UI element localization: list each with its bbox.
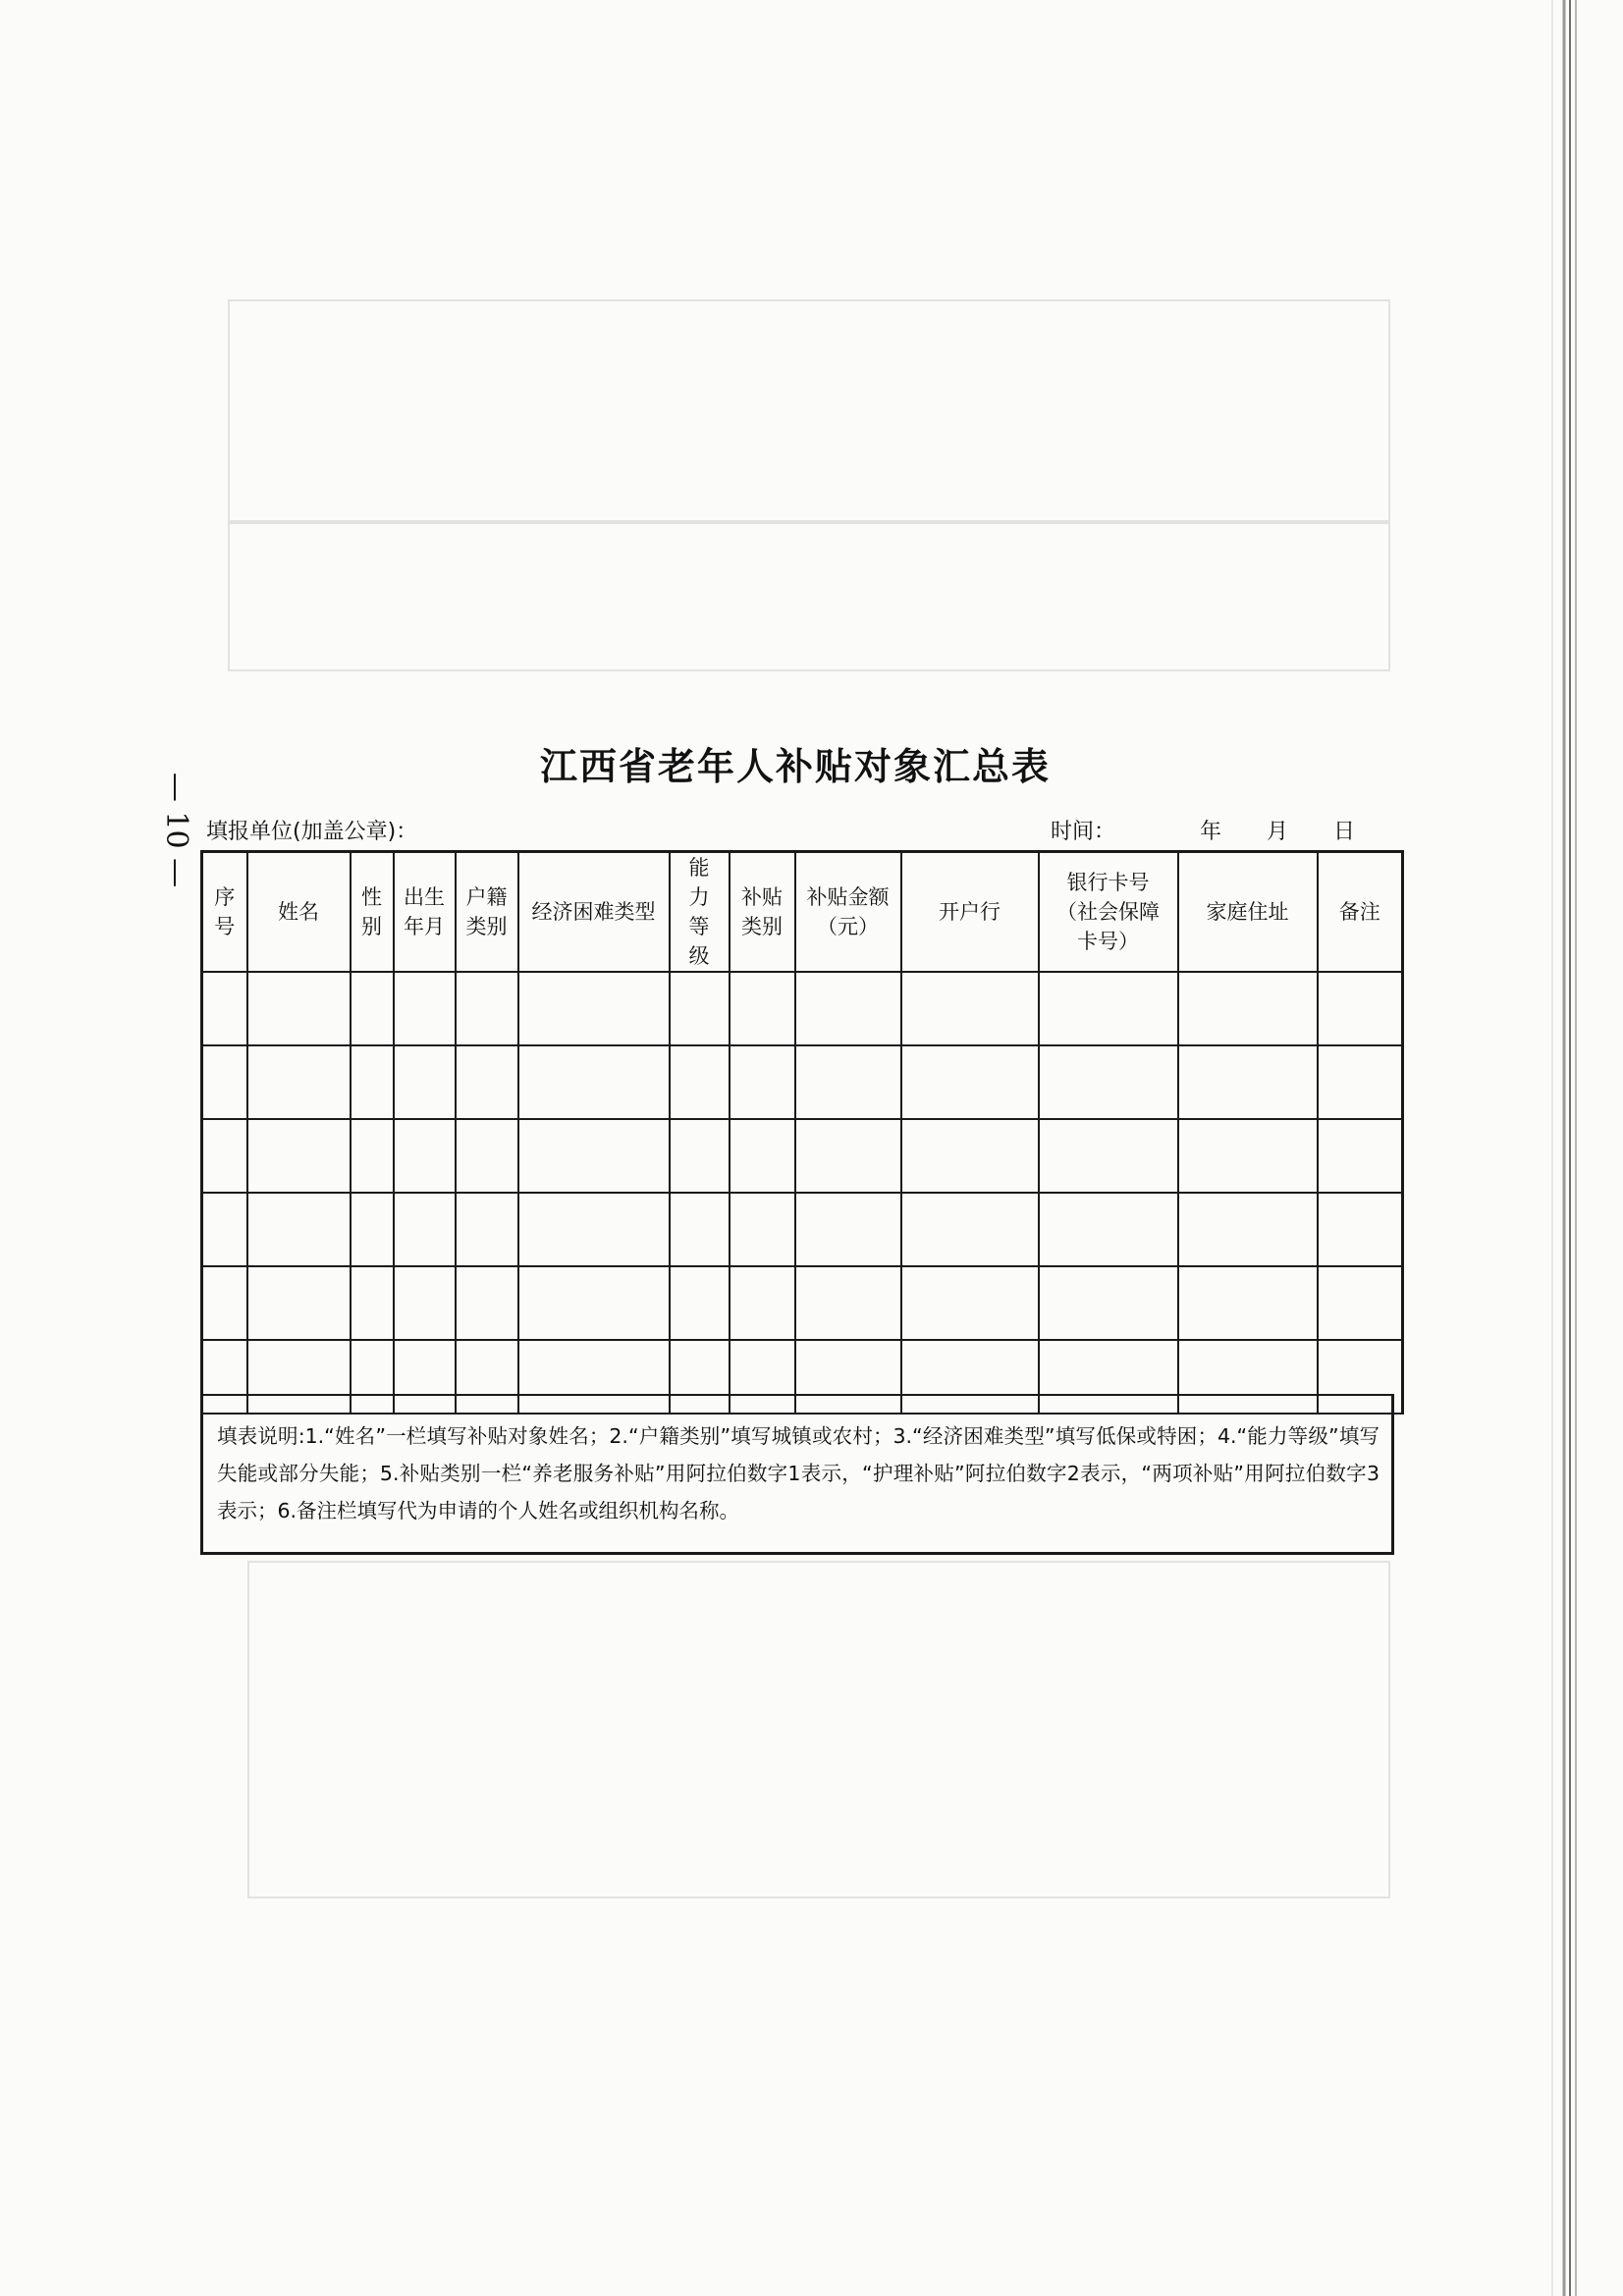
table-cell: [202, 1266, 247, 1340]
subsidy-summary-table: [200, 850, 1404, 1415]
table-row: [202, 1119, 1403, 1193]
table-cell: [1039, 1045, 1178, 1119]
table-cell: [730, 1045, 795, 1119]
table-cell: [394, 972, 456, 1045]
header-serial-number: 序号: [202, 852, 247, 973]
table-cell: [1178, 1266, 1318, 1340]
header-subsidy-category: 补贴类别: [730, 852, 795, 973]
table-header-row: [202, 852, 1403, 973]
table-cell: [456, 1266, 518, 1340]
table-cell: [247, 972, 351, 1045]
table-cell: [1178, 1193, 1318, 1266]
bleed-through-box-middle: [228, 520, 1390, 671]
header-remarks: 备注: [1318, 852, 1403, 973]
header-home-address: 家庭住址: [1178, 852, 1318, 973]
table-cell: [1318, 1193, 1403, 1266]
table-row: [202, 1193, 1403, 1266]
table-cell: [1318, 1266, 1403, 1340]
form-title: 江西省老年人补贴对象汇总表: [539, 745, 1051, 788]
table-cell: [901, 1119, 1039, 1193]
table-cell: [670, 1119, 730, 1193]
table-cell: [795, 1193, 901, 1266]
table-cell: [394, 1119, 456, 1193]
table-cell: [670, 1266, 730, 1340]
table-cell: [1318, 1045, 1403, 1119]
table-cell: [670, 1193, 730, 1266]
table-row: [202, 1045, 1403, 1119]
header-household-type: 户籍类别: [456, 852, 518, 973]
filling-instructions: 填表说明:1.“姓名”一栏填写补贴对象姓名；2.“户籍类别”填写城镇或农村；3.“经济困难类型”填写低保或特困；4.“能力等级”填写失能或部分失能；5.补贴类别一栏“养老服务补贴”用阿拉伯数字1表示，“护理补贴”阿拉伯数字2表示，“两项补贴”用阿拉伯数字3表示；6.备注栏填写代为申请的个人姓名或组织机构名称。: [200, 1394, 1394, 1555]
table-cell: [247, 1266, 351, 1340]
table-row: [202, 972, 1403, 1045]
header-economic-hardship-type: 经济困难类型: [518, 852, 670, 973]
table-cell: [394, 1266, 456, 1340]
table-cell: [730, 1266, 795, 1340]
time-label: 时间：: [1051, 820, 1116, 844]
table-cell: [202, 1045, 247, 1119]
year-label: 年: [1200, 820, 1222, 844]
month-label: 月: [1267, 820, 1289, 844]
table-cell: [901, 972, 1039, 1045]
table-cell: [456, 1045, 518, 1119]
table-cell: [1178, 972, 1318, 1045]
header-birth-date: 出生年月: [394, 852, 456, 973]
table-cell: [351, 1193, 394, 1266]
bleed-through-box-bottom: [247, 1561, 1390, 1898]
table-cell: [202, 972, 247, 1045]
bleed-through-box-top: [228, 299, 1390, 524]
form-meta-row: [206, 815, 1399, 854]
table-cell: [795, 1045, 901, 1119]
table-cell: [1178, 1045, 1318, 1119]
header-gender: 性别: [351, 852, 394, 973]
table-cell: [518, 1266, 670, 1340]
table-cell: [795, 972, 901, 1045]
table-cell: [730, 1119, 795, 1193]
table-cell: [670, 1045, 730, 1119]
table-cell: [795, 1119, 901, 1193]
table-cell: [901, 1193, 1039, 1266]
table-cell: [247, 1045, 351, 1119]
table-cell: [518, 1119, 670, 1193]
table-cell: [1039, 1266, 1178, 1340]
day-label: 日: [1333, 820, 1356, 844]
table-cell: [247, 1193, 351, 1266]
table-cell: [394, 1045, 456, 1119]
table-cell: [518, 1045, 670, 1119]
table-cell: [351, 1266, 394, 1340]
table-cell: [351, 972, 394, 1045]
table-row: [202, 1266, 1403, 1340]
table-cell: [456, 972, 518, 1045]
header-bank: 开户行: [901, 852, 1039, 973]
table-cell: [518, 972, 670, 1045]
table-cell: [1039, 1193, 1178, 1266]
scan-edge-lines: [1531, 0, 1590, 2296]
table-cell: [901, 1266, 1039, 1340]
page-number: — 10 —: [159, 772, 194, 887]
header-subsidy-amount: 补贴金额（元）: [795, 852, 901, 973]
table-cell: [1318, 1119, 1403, 1193]
table-cell: [795, 1266, 901, 1340]
table-cell: [456, 1119, 518, 1193]
table-cell: [1178, 1119, 1318, 1193]
table-cell: [1039, 972, 1178, 1045]
table-cell: [202, 1119, 247, 1193]
header-name: 姓名: [247, 852, 351, 973]
table-cell: [1318, 972, 1403, 1045]
table-cell: [202, 1193, 247, 1266]
table-cell: [730, 972, 795, 1045]
table-cell: [518, 1193, 670, 1266]
table-cell: [901, 1045, 1039, 1119]
table-cell: [351, 1119, 394, 1193]
header-bank-card-number: 银行卡号（社会保障卡号）: [1039, 852, 1178, 973]
header-ability-level: 能力等级: [670, 852, 730, 973]
table-cell: [670, 972, 730, 1045]
table-cell: [730, 1193, 795, 1266]
table-cell: [394, 1193, 456, 1266]
reporting-unit-label: 填报单位(加盖公章)：: [206, 820, 418, 844]
table-cell: [456, 1193, 518, 1266]
table-cell: [1039, 1119, 1178, 1193]
table-cell: [247, 1119, 351, 1193]
table-cell: [351, 1045, 394, 1119]
